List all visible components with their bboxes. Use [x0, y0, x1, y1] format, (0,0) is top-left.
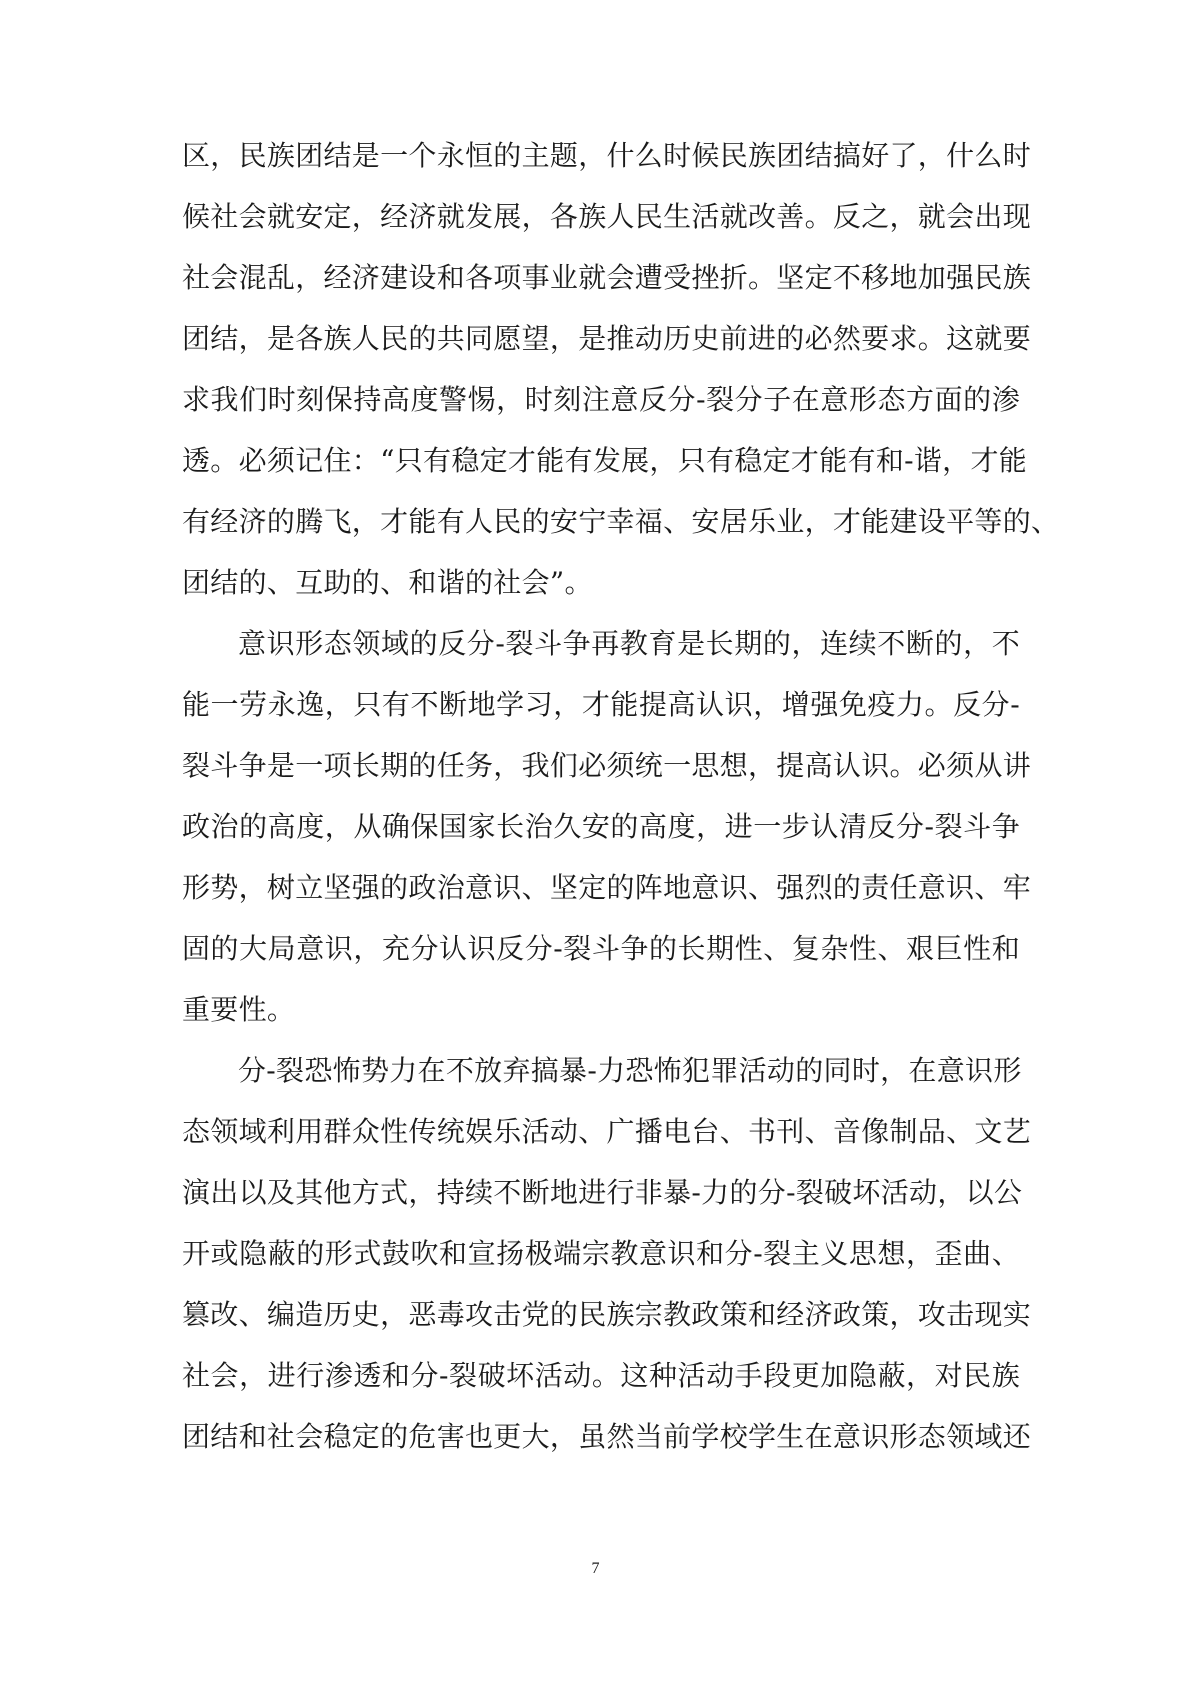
paragraph-2-line-4: 政治的高度，从确保国家长治久安的高度，进一步认清反分-裂斗争	[182, 810, 1020, 843]
paragraph-1-line-4: 团结，是各族人民的共同愿望，是推动历史前进的必然要求。这就要	[182, 322, 1032, 355]
paragraph-1-line-3: 社会混乱，经济建设和各项事业就会遭受挫折。坚定不移地加强民族	[182, 261, 1032, 294]
paragraph-2-line-5: 形势，树立坚强的政治意识、坚定的阵地意识、强烈的责任意识、牢	[182, 871, 1032, 904]
body-text	[182, 125, 1060, 1467]
paragraph-1-line-2: 候社会就安定，经济就发展，各族人民生活就改善。反之，就会出现	[182, 200, 1032, 233]
paragraph-3-line-1: 分-裂恐怖势力在不放弃搞暴-力恐怖犯罪活动的同时，在意识形	[238, 1054, 1022, 1087]
paragraph-3-line-3: 演出以及其他方式，持续不断地进行非暴-力的分-裂破坏活动，以公	[182, 1176, 1023, 1209]
paragraph-1-line-5: 求我们时刻保持高度警惕，时刻注意反分-裂分子在意形态方面的渗	[182, 383, 1020, 416]
paragraph-3-line-4: 开或隐蔽的形式鼓吹和宣扬极端宗教意识和分-裂主义思想，歪曲、	[182, 1237, 1020, 1270]
paragraph-1-line-6: 透。必须记住：“只有稳定才能有发展，只有稳定才能有和-谐，才能	[182, 444, 1028, 477]
paragraph-3-line-6: 社会，进行渗透和分-裂破坏活动。这种活动手段更加隐蔽，对民族	[182, 1359, 1020, 1392]
paragraph-3-line-2: 态领域利用群众性传统娱乐活动、广播电台、书刊、音像制品、文艺	[182, 1115, 1032, 1148]
paragraph-2-line-3: 裂斗争是一项长期的任务，我们必须统一思想，提高认识。必须从讲	[182, 749, 1032, 782]
page-number: 7	[591, 1560, 600, 1577]
paragraph-2-line-2: 能一劳永逸，只有不断地学习，才能提高认识，增强免疫力。反分-	[182, 688, 1020, 721]
paragraph-2-line-6: 固的大局意识，充分认识反分-裂斗争的长期性、复杂性、艰巨性和	[182, 932, 1020, 965]
paragraph-2-line-1: 意识形态领域的反分-裂斗争再教育是长期的，连续不断的，不	[238, 627, 1020, 660]
paragraph-1-line-8: 团结的、互助的、和谐的社会”。	[182, 566, 593, 599]
paragraph-1-line-1: 区，民族团结是一个永恒的主题，什么时候民族团结搞好了，什么时	[182, 139, 1032, 172]
paragraph-3-line-7: 团结和社会稳定的危害也更大，虽然当前学校学生在意识形态领域还	[182, 1420, 1032, 1453]
paragraph-3-line-5: 篡改、编造历史，恶毒攻击党的民族宗教政策和经济政策，攻击现实	[182, 1298, 1032, 1331]
paragraph-1-line-7: 有经济的腾飞，才能有人民的安宁幸福、安居乐业，才能建设平等的、	[182, 505, 1060, 538]
paragraph-2-line-7: 重要性。	[182, 993, 296, 1026]
